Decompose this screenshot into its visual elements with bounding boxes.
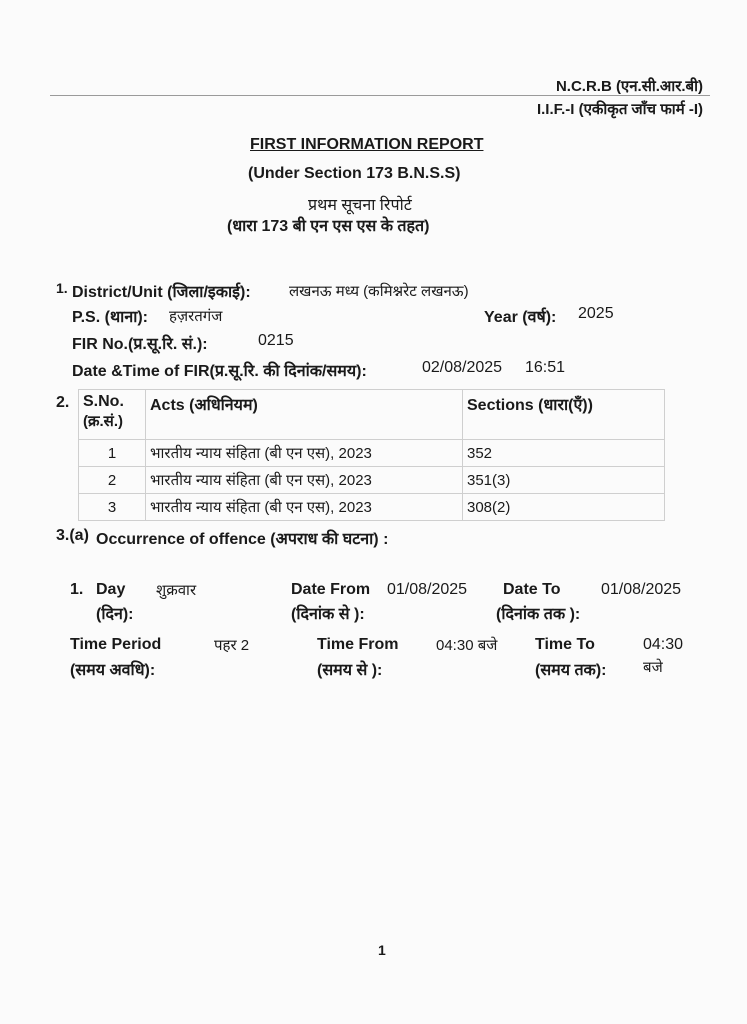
table-row xyxy=(79,494,665,521)
time-period-value: पहर 2 xyxy=(214,637,250,654)
row-act: भारतीय न्याय संहिता (बी एन एस), 2023 xyxy=(146,494,463,521)
time-from-label-hindi: (समय से ): xyxy=(317,662,383,679)
report-title-hindi: प्रथम सूचना रिपोर्ट xyxy=(308,197,412,214)
day-label-hindi: (दिन): xyxy=(96,606,134,623)
row-sno: 1 xyxy=(79,440,146,467)
fir-datetime-label: Date &Time of FIR(प्र.सू.रि. की दिनांक/समय): xyxy=(72,363,367,380)
date-from-label: Date From xyxy=(291,581,371,598)
acts-header: Acts (अधिनियम) xyxy=(146,390,463,440)
section-1-number: 1. xyxy=(56,280,68,296)
time-to-value-unit: बजे xyxy=(643,659,663,676)
iif-label: I.I.F.-I (एकीकृत जाँच फार्म -I) xyxy=(536,101,703,118)
time-period-label-hindi: (समय अवधि): xyxy=(70,662,156,679)
fir-time-value: 16:51 xyxy=(525,359,566,376)
page-number: 1 xyxy=(378,942,386,958)
occurrence-label: Occurrence of offence (अपराध की घटना) : xyxy=(96,531,389,548)
ps-value: हज़रतगंज xyxy=(169,308,223,325)
date-from-value: 01/08/2025 xyxy=(387,581,468,598)
sections-header: Sections (धारा(एँ)) xyxy=(463,390,665,440)
time-to-label-hindi: (समय तक): xyxy=(535,662,607,679)
header-divider xyxy=(50,95,710,96)
time-from-label: Time From xyxy=(317,636,399,653)
row-section: 351(3) xyxy=(463,467,665,494)
table-row xyxy=(79,467,665,494)
row-act: भारतीय न्याय संहिता (बी एन एस), 2023 xyxy=(146,467,463,494)
day-value: शुक्रवार xyxy=(156,582,197,599)
fir-date-value: 02/08/2025 xyxy=(422,359,503,376)
section-2-number: 2. xyxy=(56,394,70,411)
table-row xyxy=(79,440,665,467)
day-row-number: 1. xyxy=(70,581,84,598)
fir-value: 0215 xyxy=(258,332,294,349)
date-to-label: Date To xyxy=(503,581,561,598)
row-sno: 3 xyxy=(79,494,146,521)
report-section-hindi: (धारा 173 बी एन एस एस के तहत) xyxy=(227,218,430,235)
year-label: Year (वर्ष): xyxy=(484,309,557,326)
time-to-label: Time To xyxy=(535,636,595,653)
row-sno: 2 xyxy=(79,467,146,494)
fir-label: FIR No.(प्र.सू.रि. सं.): xyxy=(72,336,208,353)
time-period-label: Time Period xyxy=(70,636,162,653)
day-label: Day xyxy=(96,581,126,598)
report-under-section: (Under Section 173 B.N.S.S) xyxy=(248,165,461,182)
acts-table xyxy=(78,389,665,521)
row-section: 308(2) xyxy=(463,494,665,521)
section-3a-number: 3.(a) xyxy=(56,527,89,544)
date-to-label-hindi: (दिनांक तक ): xyxy=(496,606,581,623)
ps-label: P.S. (थाना): xyxy=(72,309,148,326)
row-act: भारतीय न्याय संहिता (बी एन एस), 2023 xyxy=(146,440,463,467)
sno-header-en: S.No. xyxy=(83,393,124,410)
sno-header-hi: (क्र.सं.) xyxy=(83,413,123,430)
district-value: लखनऊ मध्य (कमिश्नरेट लखनऊ) xyxy=(289,283,469,300)
date-from-label-hindi: (दिनांक से ): xyxy=(291,606,365,623)
row-section: 352 xyxy=(463,440,665,467)
sno-header xyxy=(79,390,146,440)
time-to-value: 04:30 xyxy=(643,636,684,653)
ncrb-label: N.C.R.B (एन.सी.आर.बी) xyxy=(555,78,703,95)
report-title: FIRST INFORMATION REPORT xyxy=(250,136,484,153)
district-label: District/Unit (जिला/इकाई): xyxy=(72,284,251,301)
acts-table-header xyxy=(79,390,665,440)
year-value: 2025 xyxy=(578,305,614,322)
time-from-value: 04:30 बजे xyxy=(436,637,498,654)
date-to-value: 01/08/2025 xyxy=(601,581,682,598)
